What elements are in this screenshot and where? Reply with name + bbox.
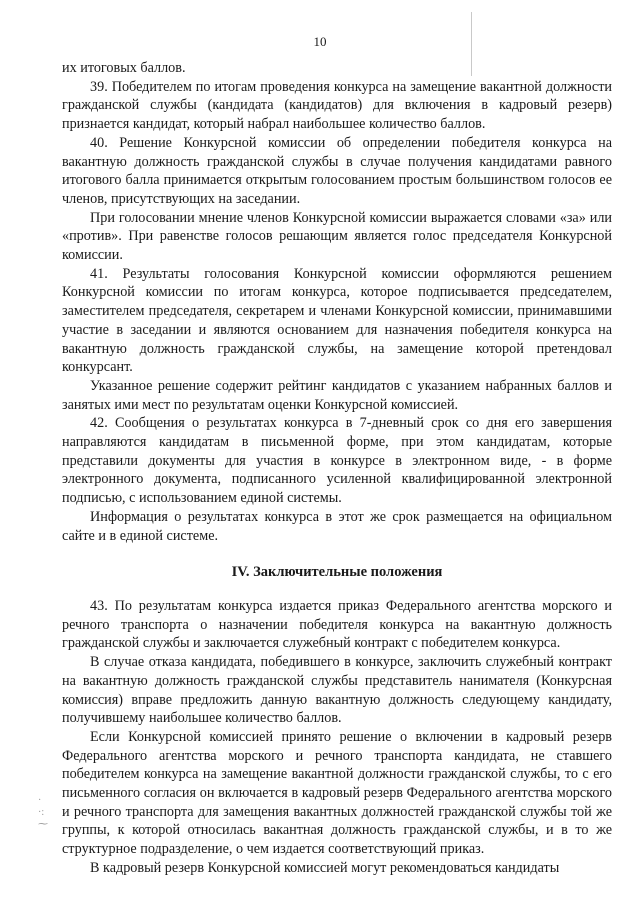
paragraph-information: Информация о результатах конкурса в этот же срок размещается на официальном сайте и в единой системе.: [62, 508, 612, 544]
margin-scan-mark: · ·: ⁓: [38, 795, 48, 830]
paragraph-rating: Указанное решение содержит рейтинг кандидатов с указанием набранных баллов и занятых ими мест по результатам оценки Конкурсной комиссией.: [62, 377, 612, 413]
paragraph-refusal: В случае отказа кандидата, победившего в конкурсе, заключить служебный контракт на вакантную должность гражданской службы представитель нанимателя (Конкурсная комиссия) вправе предложить данную вакантную должность следующему кандидату, получившему наибольшее количество баллов.: [62, 654, 612, 727]
paragraph-43: 43. По результатам конкурса издается приказ Федерального агентства морского и речного транспорта о назначении победителя конкурса на вакантную должность гражданской службы и заключается служебный контракт с победителем конкурса.: [62, 597, 612, 652]
paragraph-continuation: их итоговых баллов.: [62, 60, 186, 76]
paragraph-40: 40. Решение Конкурсной комиссии об определении победителя конкурса на вакантную должность гражданской службы в случае получения кандидатами равного итогового балла принимается открытым голосованием простым большинством голосов ее членов, присутствующих на заседании.: [62, 134, 612, 207]
section-heading: IV. Заключительные положения: [231, 564, 443, 581]
paragraph-voting: При голосовании мнение членов Конкурсной комиссии выражается словами «за» или «против». При равенстве голосов решающим является голос председателя Конкурсной комиссии.: [62, 209, 612, 264]
page-number: 10: [313, 34, 327, 49]
paragraph-reserve-recommendation: В кадровый резерв Конкурсной комиссией могут рекомендоваться кандидаты: [90, 859, 560, 876]
paragraph-42: 42. Сообщения о результатах конкурса в 7-дневный срок со дня его завершения направляются кандидатам в письменной форме, при этом кандидатам, которые представили документы для участия в конкурсе в электронном виде, - в форме электронного документа, подписанного усиленной квалифицированной электронной подписью, с использованием единой системы.: [62, 415, 612, 507]
paragraph-41: 41. Результаты голосования Конкурсной комиссии оформляются решением Конкурсной комиссии по итогам конкурса, которое подписывается председателем, заместителем председателя, секретарем и членами Конкурсной комиссии, принимавшими участие в заседании и являются основанием для назначения победителя конкурса на вакантную должность гражданской службы, на замещение которой претендовал конкурсант.: [62, 265, 612, 376]
paragraph-39: 39. Победителем по итогам проведения конкурса на замещение вакантной должности гражданской службы (кандидата (кандидатов) для включения в кадровый резерв) признается кандидат, который набрал наибольшее количество баллов.: [62, 78, 612, 133]
document-body: [62, 59, 612, 878]
paragraph-reserve: Если Конкурсной комиссией принято решение о включении в кадровый резерв Федерального агентства морского и речного транспорта кандидата, не ставшего победителем конкурса на замещение вакантной должности гражданской службы, то с его письменного согласия он включается в кадровый резерв Федерального агентства морского и речного транспорта для замещения вакантных должностей гражданской службы той же группы, к которой относилась вакантная должность гражданской службы, и в то же структурное подразделение, о чем издается соответствующий приказ.: [62, 728, 612, 858]
